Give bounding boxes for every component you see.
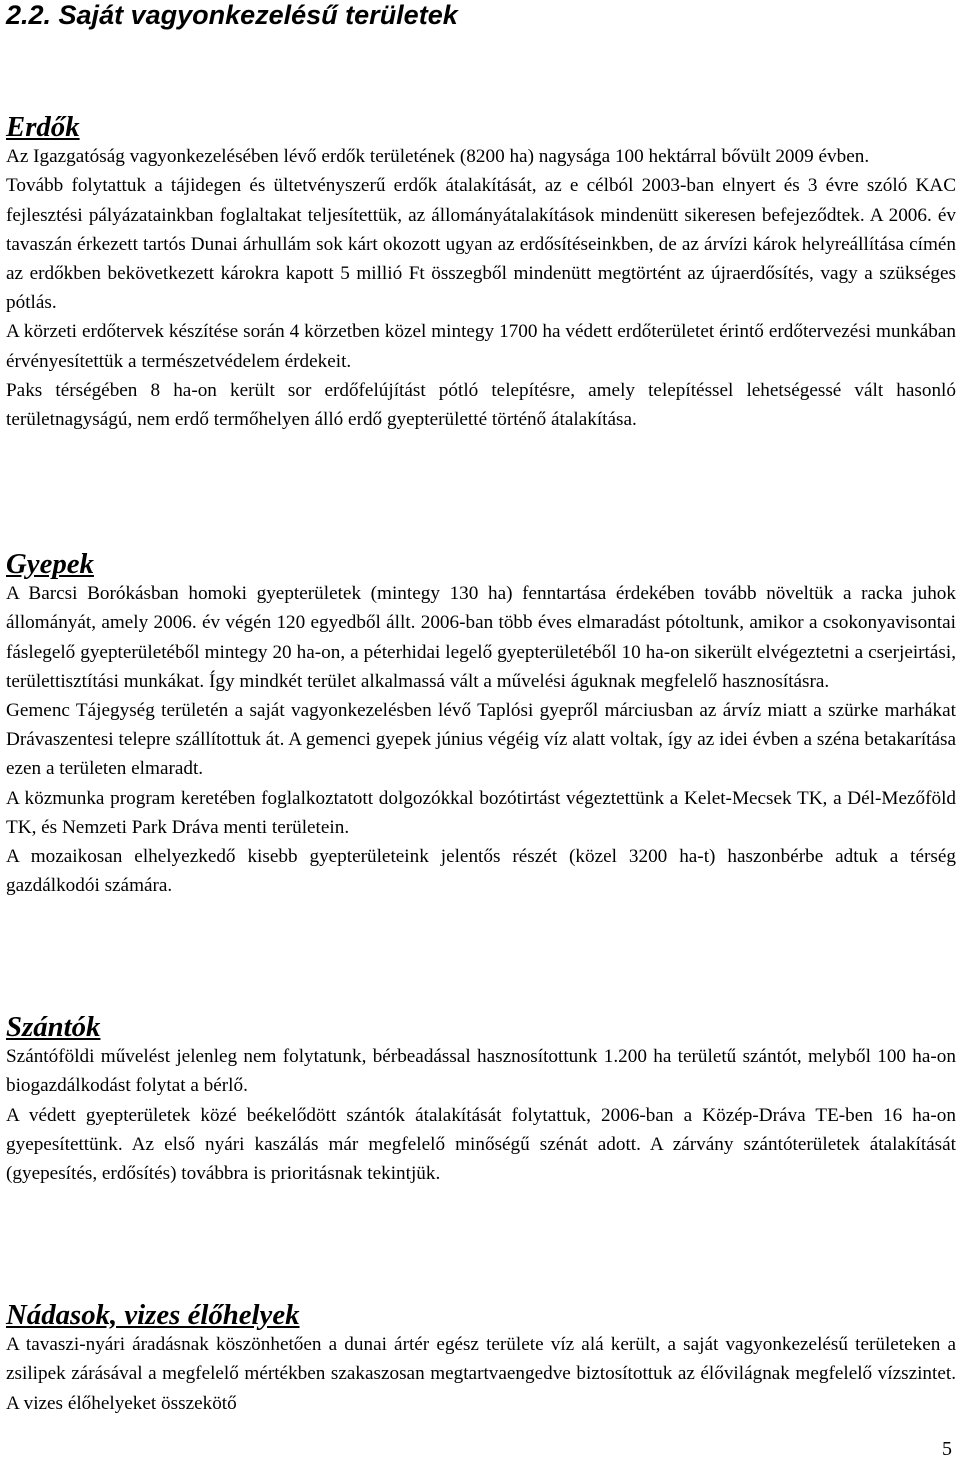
paragraph: A tavaszi-nyári áradásnak köszönhetően a dunai ártér egész területe víz alá került, a saját vagyonkezelésű területeken a zsilipek zárásával a megfelelő mértékben szakaszosan megtartvaengedve biztosítottuk az élővilágnak megfelelő vízszintet. A vizes élőhelyeket összekötő: [6, 1334, 956, 1414]
section-title-erdok: Erdők: [6, 111, 80, 143]
section-szantok: [6, 1013, 956, 1188]
paragraph: A Barcsi Borókásban homoki gyepterületek (mintegy 130 ha) fenntartása érdekében tovább növeltük a racka juhok állományát, amely 2006. év végén 120 egyedből állt. 2006-ban több éves elmaradást pótoltunk, amikor a csokonyavisontai fáslegelő gyepterületéből mintegy 20 ha-on, a péterhidai legelő gyepterületéből 10 ha-on sikerült elvégeztetni a cserjeirtási, területtisztítási munkákat. Így mindkét terület alkalmassá vált a művelési águknak megfelelő hasznosításra.: [6, 583, 956, 692]
paragraph: Paks térségében 8 ha-on került sor erdőfelújítást pótló telepítésre, amely telepítéssel lehetségessé vált hasonló területnagyságú, nem erdő termőhelyen álló erdő gyepterületté történő átalakítása.: [6, 379, 956, 431]
paragraph: A körzeti erdőtervek készítése során 4 körzetben közel mintegy 1700 ha védett erdőterületet érintő erdőtervezési munkában érvényesítettük a természetvédelem érdekeit.: [6, 321, 956, 372]
section-title-gyepek: Gyepek: [6, 548, 94, 580]
paragraph: Gemenc Tájegység területén a saját vagyonkezelésben lévő Taplósi gyepről márciusban az árvíz miatt a szürke marhákat Drávaszentesi telepre szállítottuk át. A gemenci gyepek június végéig víz alatt voltak, így az idei évben a széna betakarítása ezen a területen elmaradt.: [6, 700, 956, 780]
section-erdok: [6, 113, 956, 434]
paragraph: Szántóföldi művelést jelenleg nem folytatunk, bérbeadással hasznosítottunk 1.200 ha területű szántót, melyből 100 ha-on biogazdálkodást folytat a bérlő.: [6, 1046, 956, 1097]
section-title-szantok: Szántók: [6, 1011, 101, 1043]
paragraph: A védett gyepterületek közé beékelődött szántók átalakítását folytattuk, 2006-ban a Közép-Dráva TE-ben 16 ha-on gyepesítettünk. Az első nyári kaszálás már megfelelő minőségű szénát adott. A zárvány szántóterületek átalakítását (gyepesítés, erdősítés) továbbra is prioritásnak tekintjük.: [6, 1104, 956, 1185]
section-heading: 2.2. Saját vagyonkezelésű területek: [6, 0, 458, 30]
paragraph: A közmunka program keretében foglalkoztatott dolgozókkal bozótirtást végeztettünk a Kelet-Mecsek TK, a Dél-Mezőföld TK, és Nemzeti Park Dráva menti területein.: [6, 787, 956, 838]
page-number: 5: [942, 1438, 952, 1460]
paragraph: A mozaikosan elhelyezkedő kisebb gyepterületeink jelentős részét (közel 3200 ha-t) haszonbérbe adtuk a térség gazdálkodói számára.: [6, 846, 956, 897]
document-page: [6, 0, 956, 1414]
section-title-nadasok: Nádasok, vizes élőhelyek: [6, 1299, 300, 1331]
paragraph: Tovább folytattuk a tájidegen és ültetvényszerű erdők átalakítását, az e célból 2003-ban elnyert és 3 évre szóló KAC fejlesztési pályázatainkban foglaltakat teljesítettük, az állományátalakítások mindenütt sikeresen befejeződtek. A 2006. év tavaszán érkezett tartós Dunai árhullám sok kárt okozott ugyan az erdősítéseinkben, de az árvízi károk helyreállítása címén az erdőkben bekövetkezett károkra kapott 5 millió Ft összegből mindenütt megtörtént az újraerdősítés, vagy a szükséges pótlás.: [6, 175, 956, 314]
paragraph: Az Igazgatóság vagyonkezelésében lévő erdők területének (8200 ha) nagysága 100 hektárral bővült 2009 évben.: [6, 146, 870, 168]
section-gyepek: [6, 550, 956, 900]
section-nadasok: [6, 1301, 956, 1418]
